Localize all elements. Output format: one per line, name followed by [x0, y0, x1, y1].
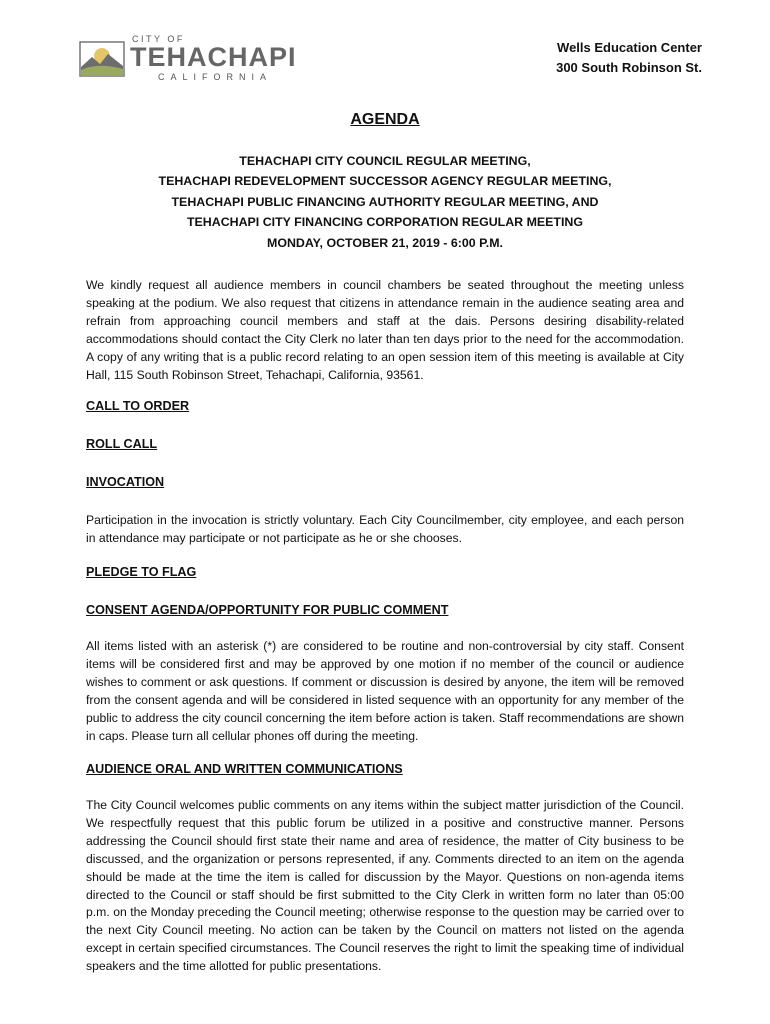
invocation-heading: INVOCATION	[86, 475, 165, 489]
consent-text: All items listed with an asterisk (*) are considered to be routine and non-controversial by city staff. Consent items will be considered first and may be approved by one motion if no member of the council or audience wishes to comment or ask questions. If comment or discussion is desired by anyone, the item will be removed from the consent agenda and will be considered in listed sequence with an opportunity for any member of the public to address the city council concerning the item before action is taken. Staff recommendations are shown in caps. Please turn all cellular phones off during the meeting.	[86, 639, 684, 743]
call-to-order-heading: CALL TO ORDER	[86, 399, 190, 413]
audience-heading: AUDIENCE ORAL AND WRITTEN COMMUNICATIONS	[86, 762, 403, 776]
roll-call-heading: ROLL CALL	[86, 437, 158, 451]
consent-heading: CONSENT AGENDA/OPPORTUNITY FOR PUBLIC COMMENT	[86, 603, 449, 617]
meeting-line: TEHACHAPI PUBLIC FINANCING AUTHORITY REGULAR MEETING, AND	[171, 194, 599, 209]
meeting-line: TEHACHAPI REDEVELOPMENT SUCCESSOR AGENCY REGULAR MEETING,	[158, 174, 612, 189]
city-logo	[78, 34, 297, 86]
audience-text: The City Council welcomes public comments on any items within the subject matter jurisdiction of the Council. We respectfully request that this public forum be utilized in a positive and constructive manner. Persons addressing the Council should first state their name and area of residence, the matter of City business to be discussed, and the organization or persons represented, if any. Comments directed to an item on the agenda should be made at the time the item is called for discussion by the Mayor. Questions on non-agenda items directed to the Council or staff should be first submitted to the City Clerk in written form no later than 05:00 p.m. on the Monday preceding the Council meeting; otherwise response to the question may be carried over to the next City Council meeting. No action can be taken by the Council on matters not listed on the agenda except in certain specified circumstances. The Council reserves the right to limit the speaking time of individual speakers and the time allotted for public presentations.	[86, 798, 684, 974]
intro-paragraph: We kindly request all audience members in council chambers be seated throughout the meeting unless speaking at the podium. We also request that citizens in attendance remain in the audience seating area and refrain from approaching council members and staff at the dais. Persons desiring disability-related accommodations should contact the City Clerk no later than ten days prior to the need for the accommodation. A copy of any writing that is a public record relating to an open session item of this meeting is available at City Hall, 115 South Robinson Street, Tehachapi, California, 93561.	[86, 278, 684, 382]
logo-city-name: TEHACHAPI	[130, 42, 297, 72]
logo-city-of: CITY OF	[132, 34, 185, 44]
pledge-heading: PLEDGE TO FLAG	[86, 565, 197, 579]
mountain-logo-icon	[78, 40, 126, 80]
meeting-address	[556, 38, 702, 78]
address-line-2: 300 South Robinson St.	[556, 60, 702, 75]
logo-state: CALIFORNIA	[158, 72, 273, 82]
meeting-line: TEHACHAPI CITY FINANCING CORPORATION REGULAR MEETING	[186, 215, 584, 230]
address-line-1: Wells Education Center	[557, 40, 702, 55]
meeting-line: TEHACHAPI CITY COUNCIL REGULAR MEETING,	[239, 154, 531, 168]
meeting-date: MONDAY, OCTOBER 21, 2019 - 6:00 P.M.	[267, 235, 503, 250]
agenda-title: AGENDA	[350, 111, 420, 128]
invocation-text: Participation in the invocation is strictly voluntary. Each City Councilmember, city employee, and each person in attendance may participate or not participate as he or she chooses.	[86, 513, 684, 545]
meeting-title-block	[0, 151, 770, 253]
